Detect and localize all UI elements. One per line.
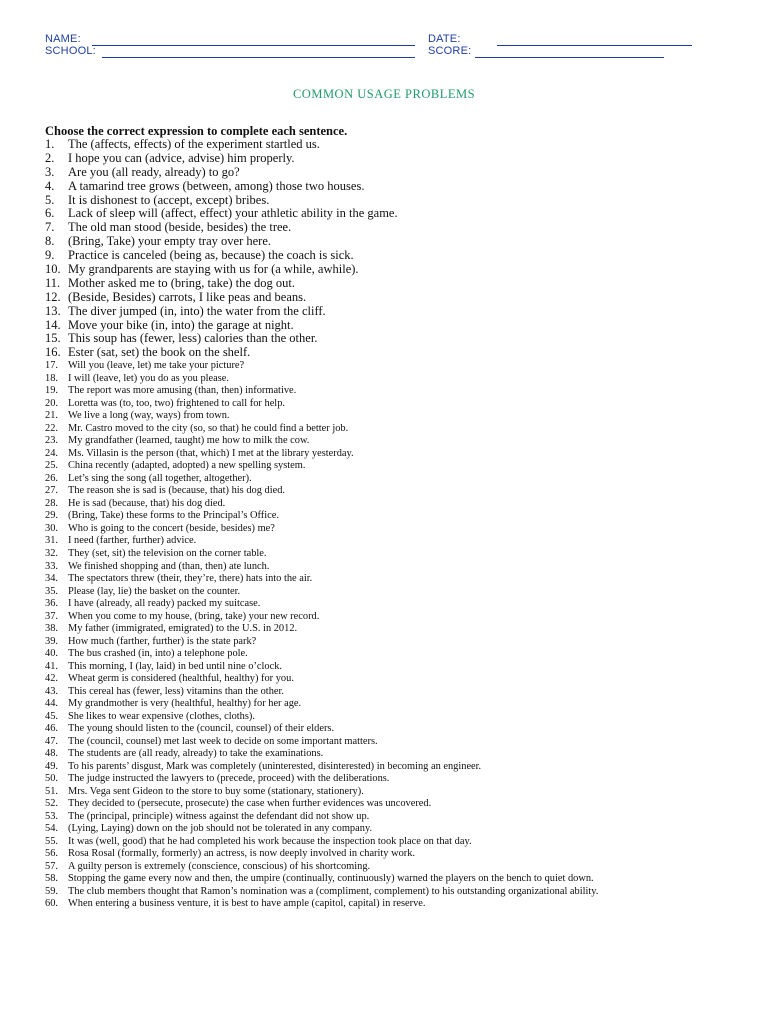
item-sentence: She likes to wear expensive (clothes, cloths). — [68, 710, 255, 722]
item-sentence: He is sad (because, that) his dog died. — [68, 497, 226, 509]
item-sentence: The reason she is sad is (because, that) his dog died. — [68, 485, 285, 497]
list-item — [45, 485, 745, 498]
item-number: 46. — [45, 723, 58, 735]
item-number: 32. — [45, 547, 58, 559]
item-number: 59. — [45, 885, 58, 897]
list-item — [45, 761, 745, 774]
item-number: 7. — [45, 220, 55, 235]
date-label: DATE: — [428, 33, 461, 45]
item-sentence: My grandmother is very (healthful, healthy) for her age. — [68, 698, 302, 710]
item-sentence: The judge instructed the lawyers to (precede, proceed) with the deliberations. — [68, 773, 390, 785]
item-sentence: The club members thought that Ramon’s nomination was a (compliment, complement) to his outstanding organizational ability. — [68, 885, 599, 897]
name-label: NAME: — [45, 33, 81, 45]
item-number: 4. — [45, 178, 55, 193]
item-sentence: Mother asked me to (bring, take) the dog out. — [68, 275, 296, 290]
list-item — [45, 798, 745, 811]
item-sentence: My grandfather (learned, taught) me how to milk the cow. — [68, 435, 310, 447]
item-sentence: The young should listen to the (council, counsel) of their elders. — [68, 723, 335, 735]
item-sentence: They (set, sit) the television on the corner table. — [68, 547, 267, 559]
item-sentence: It was (well, good) that he had completed his work because the inspection took place on that day. — [68, 835, 472, 847]
list-item — [45, 611, 745, 624]
item-sentence: The bus crashed (in, into) a telephone pole. — [68, 648, 248, 660]
item-sentence: (Beside, Besides) carrots, I like peas and beans. — [68, 289, 307, 304]
list-item — [45, 861, 745, 874]
list-item — [45, 586, 745, 599]
list-item — [45, 686, 745, 699]
list-item — [45, 332, 745, 346]
item-number: 13. — [45, 303, 61, 318]
list-item — [45, 723, 745, 736]
list-item — [45, 138, 745, 152]
item-number: 20. — [45, 397, 58, 409]
list-item — [45, 473, 745, 486]
item-sentence: A tamarind tree grows (between, among) those two houses. — [68, 178, 365, 193]
item-sentence: How much (farther, further) is the state park? — [68, 635, 257, 647]
list-item — [45, 673, 745, 686]
item-number: 18. — [45, 372, 58, 384]
list-item — [45, 836, 745, 849]
item-number: 60. — [45, 898, 58, 910]
item-sentence: We live a long (way, ways) from town. — [68, 410, 230, 422]
item-number: 58. — [45, 873, 58, 885]
item-number: 39. — [45, 635, 58, 647]
item-number: 53. — [45, 810, 58, 822]
score-label: SCORE: — [428, 45, 472, 57]
school-label: SCHOOL: — [45, 45, 96, 57]
item-sentence: Please (lay, lie) the basket on the counter. — [68, 585, 241, 597]
item-sentence: When you come to my house, (bring, take) your new record. — [68, 610, 320, 622]
list-item — [45, 249, 745, 263]
list-item — [45, 573, 745, 586]
list-item — [45, 448, 745, 461]
list-item — [45, 623, 745, 636]
item-number: 56. — [45, 848, 58, 860]
item-sentence: Are you (all ready, already) to go? — [68, 164, 240, 179]
item-sentence: Will you (leave, let) me take your picture? — [68, 360, 245, 372]
item-sentence: They decided to (persecute, prosecute) the case when further evidences was uncovered. — [68, 798, 432, 810]
item-number: 21. — [45, 410, 58, 422]
item-sentence: This soup has (fewer, less) calories than the other. — [68, 331, 318, 346]
name-field[interactable] — [92, 45, 415, 46]
item-number: 49. — [45, 760, 58, 772]
list-item — [45, 423, 745, 436]
item-sentence: The (principal, principle) witness against the defendant did not show up. — [68, 810, 370, 822]
list-item — [45, 823, 745, 836]
item-number: 12. — [45, 289, 61, 304]
item-sentence: Practice is canceled (being as, because) the coach is sick. — [68, 248, 354, 263]
item-number: 29. — [45, 510, 58, 522]
item-number: 30. — [45, 522, 58, 534]
item-sentence: (Lying, Laying) down on the job should not be tolerated in any company. — [68, 823, 373, 835]
item-sentence: Rosa Rosal (formally, formerly) an actress, is now deeply involved in charity work. — [68, 848, 416, 860]
item-sentence: We finished shopping and (than, then) ate lunch. — [68, 560, 270, 572]
list-item — [45, 235, 745, 249]
list-item — [45, 305, 745, 319]
list-item — [45, 698, 745, 711]
item-number: 34. — [45, 573, 58, 585]
item-sentence: Ms. Villasin is the person (that, which) I met at the library yesterday. — [68, 447, 354, 459]
list-item — [45, 661, 745, 674]
item-number: 10. — [45, 262, 61, 277]
item-number: 6. — [45, 206, 55, 221]
item-number: 55. — [45, 835, 58, 847]
item-sentence: I hope you can (advice, advise) him properly. — [68, 150, 295, 165]
item-number: 45. — [45, 710, 58, 722]
instructions: Choose the correct expression to complete each sentence. — [45, 124, 348, 138]
item-sentence: Wheat germ is considered (healthful, healthy) for you. — [68, 673, 294, 685]
item-sentence: This cereal has (fewer, less) vitamins than the other. — [68, 685, 284, 697]
date-field[interactable] — [497, 45, 692, 46]
list-item — [45, 291, 745, 305]
item-sentence: Ester (sat, set) the book on the shelf. — [68, 345, 251, 360]
list-item — [45, 736, 745, 749]
item-number: 50. — [45, 773, 58, 785]
item-number: 9. — [45, 248, 55, 263]
list-item — [45, 786, 745, 799]
item-sentence: China recently (adapted, adopted) a new spelling system. — [68, 460, 306, 472]
list-item — [45, 398, 745, 411]
item-number: 27. — [45, 485, 58, 497]
item-number: 28. — [45, 497, 58, 509]
list-item — [45, 277, 745, 291]
item-sentence: The spectators threw (their, they’re, there) hats into the air. — [68, 573, 313, 585]
list-item — [45, 207, 745, 221]
item-sentence: Mrs. Vega sent Gideon to the store to buy some (stationary, stationery). — [68, 785, 364, 797]
list-item — [45, 373, 745, 386]
item-sentence: Move your bike (in, into) the garage at night. — [68, 317, 294, 332]
item-sentence: Stopping the game every now and then, the umpire (continually, continuously) warned the players on the bench to quiet down. — [68, 873, 594, 885]
list-item — [45, 561, 745, 574]
list-item — [45, 263, 745, 277]
item-sentence: The students are (all ready, already) to take the examinations. — [68, 748, 324, 760]
item-number: 37. — [45, 610, 58, 622]
list-item — [45, 548, 745, 561]
item-number: 25. — [45, 460, 58, 472]
list-item — [45, 748, 745, 761]
item-sentence: The (council, counsel) met last week to decide on some important matters. — [68, 735, 378, 747]
item-sentence: Mr. Castro moved to the city (so, so that) he could find a better job. — [68, 422, 349, 434]
item-sentence: The diver jumped (in, into) the water from the cliff. — [68, 303, 326, 318]
list-item — [45, 319, 745, 333]
list-item — [45, 180, 745, 194]
item-sentence: This morning, I (lay, laid) in bed until nine o’clock. — [68, 660, 283, 672]
list-item — [45, 873, 745, 886]
item-number: 26. — [45, 472, 58, 484]
item-number: 47. — [45, 735, 58, 747]
list-item — [45, 152, 745, 166]
item-sentence: My father (immigrated, emigrated) to the U.S. in 2012. — [68, 623, 298, 635]
item-sentence: (Bring, Take) your empty tray over here. — [68, 234, 271, 249]
item-sentence: Lack of sleep will (affect, effect) your athletic ability in the game. — [68, 206, 398, 221]
item-number: 36. — [45, 598, 58, 610]
item-sentence: I have (already, all ready) packed my suitcase. — [68, 598, 261, 610]
item-number: 42. — [45, 673, 58, 685]
list-item — [45, 221, 745, 235]
item-sentence: (Bring, Take) these forms to the Principal’s Office. — [68, 510, 279, 522]
item-number: 51. — [45, 785, 58, 797]
list-item — [45, 898, 745, 911]
list-item — [45, 435, 745, 448]
item-sentence: Loretta was (to, too, two) frightened to call for help. — [68, 397, 285, 409]
item-sentence: The old man stood (beside, besides) the tree. — [68, 220, 292, 235]
list-item — [45, 636, 745, 649]
list-item — [45, 648, 745, 661]
item-sentence: When entering a business venture, it is best to have ample (capitol, capital) in reserve. — [68, 898, 426, 910]
list-item — [45, 510, 745, 523]
list-item — [45, 460, 745, 473]
list-item — [45, 498, 745, 511]
item-number: 38. — [45, 623, 58, 635]
item-number: 35. — [45, 585, 58, 597]
list-item — [45, 598, 745, 611]
item-number: 2. — [45, 150, 55, 165]
list-item — [45, 166, 745, 180]
item-sentence: I need (farther, further) advice. — [68, 535, 197, 547]
item-number: 16. — [45, 345, 61, 360]
item-number: 5. — [45, 192, 55, 207]
score-field[interactable] — [475, 57, 664, 58]
item-sentence: I will (leave, let) you do as you please. — [68, 372, 230, 384]
list-item — [45, 811, 745, 824]
list-item — [45, 194, 745, 208]
item-sentence: A guilty person is extremely (conscience, conscious) of his shortcoming. — [68, 860, 371, 872]
item-number: 31. — [45, 535, 58, 547]
list-item — [45, 535, 745, 548]
item-number: 19. — [45, 385, 58, 397]
item-number: 1. — [45, 137, 55, 151]
list-item — [45, 360, 745, 373]
item-sentence: The report was more amusing (than, then) informative. — [68, 385, 297, 397]
list-item — [45, 711, 745, 724]
list-item — [45, 410, 745, 423]
school-field[interactable] — [102, 57, 415, 58]
item-number: 23. — [45, 435, 58, 447]
list-item — [45, 346, 745, 360]
item-number: 3. — [45, 164, 55, 179]
item-sentence: To his parents’ disgust, Mark was completely (uninterested, disinterested) in becoming an engineer. — [68, 760, 482, 772]
item-number: 40. — [45, 648, 58, 660]
list-item — [45, 773, 745, 786]
item-number: 8. — [45, 234, 55, 249]
item-number: 52. — [45, 798, 58, 810]
item-number: 17. — [45, 360, 58, 372]
item-number: 57. — [45, 860, 58, 872]
item-number: 33. — [45, 560, 58, 572]
item-number: 43. — [45, 685, 58, 697]
item-number: 15. — [45, 331, 61, 346]
list-item — [45, 523, 745, 536]
item-number: 41. — [45, 660, 58, 672]
list-item — [45, 886, 745, 899]
item-sentence: Who is going to the concert (beside, besides) me? — [68, 522, 275, 534]
exercise-list — [45, 138, 745, 911]
item-number: 24. — [45, 447, 58, 459]
item-sentence: It is dishonest to (accept, except) bribes. — [68, 192, 270, 207]
item-number: 48. — [45, 748, 58, 760]
page-title: COMMON USAGE PROBLEMS — [292, 87, 476, 101]
item-number: 11. — [45, 275, 61, 290]
item-number: 44. — [45, 698, 58, 710]
list-item — [45, 385, 745, 398]
item-number: 14. — [45, 317, 61, 332]
item-sentence: My grandparents are staying with us for (a while, awhile). — [68, 262, 359, 277]
item-sentence: The (affects, effects) of the experiment startled us. — [68, 137, 320, 151]
item-sentence: Let’s sing the song (all together, altogether). — [68, 472, 252, 484]
item-number: 54. — [45, 823, 58, 835]
list-item — [45, 848, 745, 861]
item-number: 22. — [45, 422, 58, 434]
